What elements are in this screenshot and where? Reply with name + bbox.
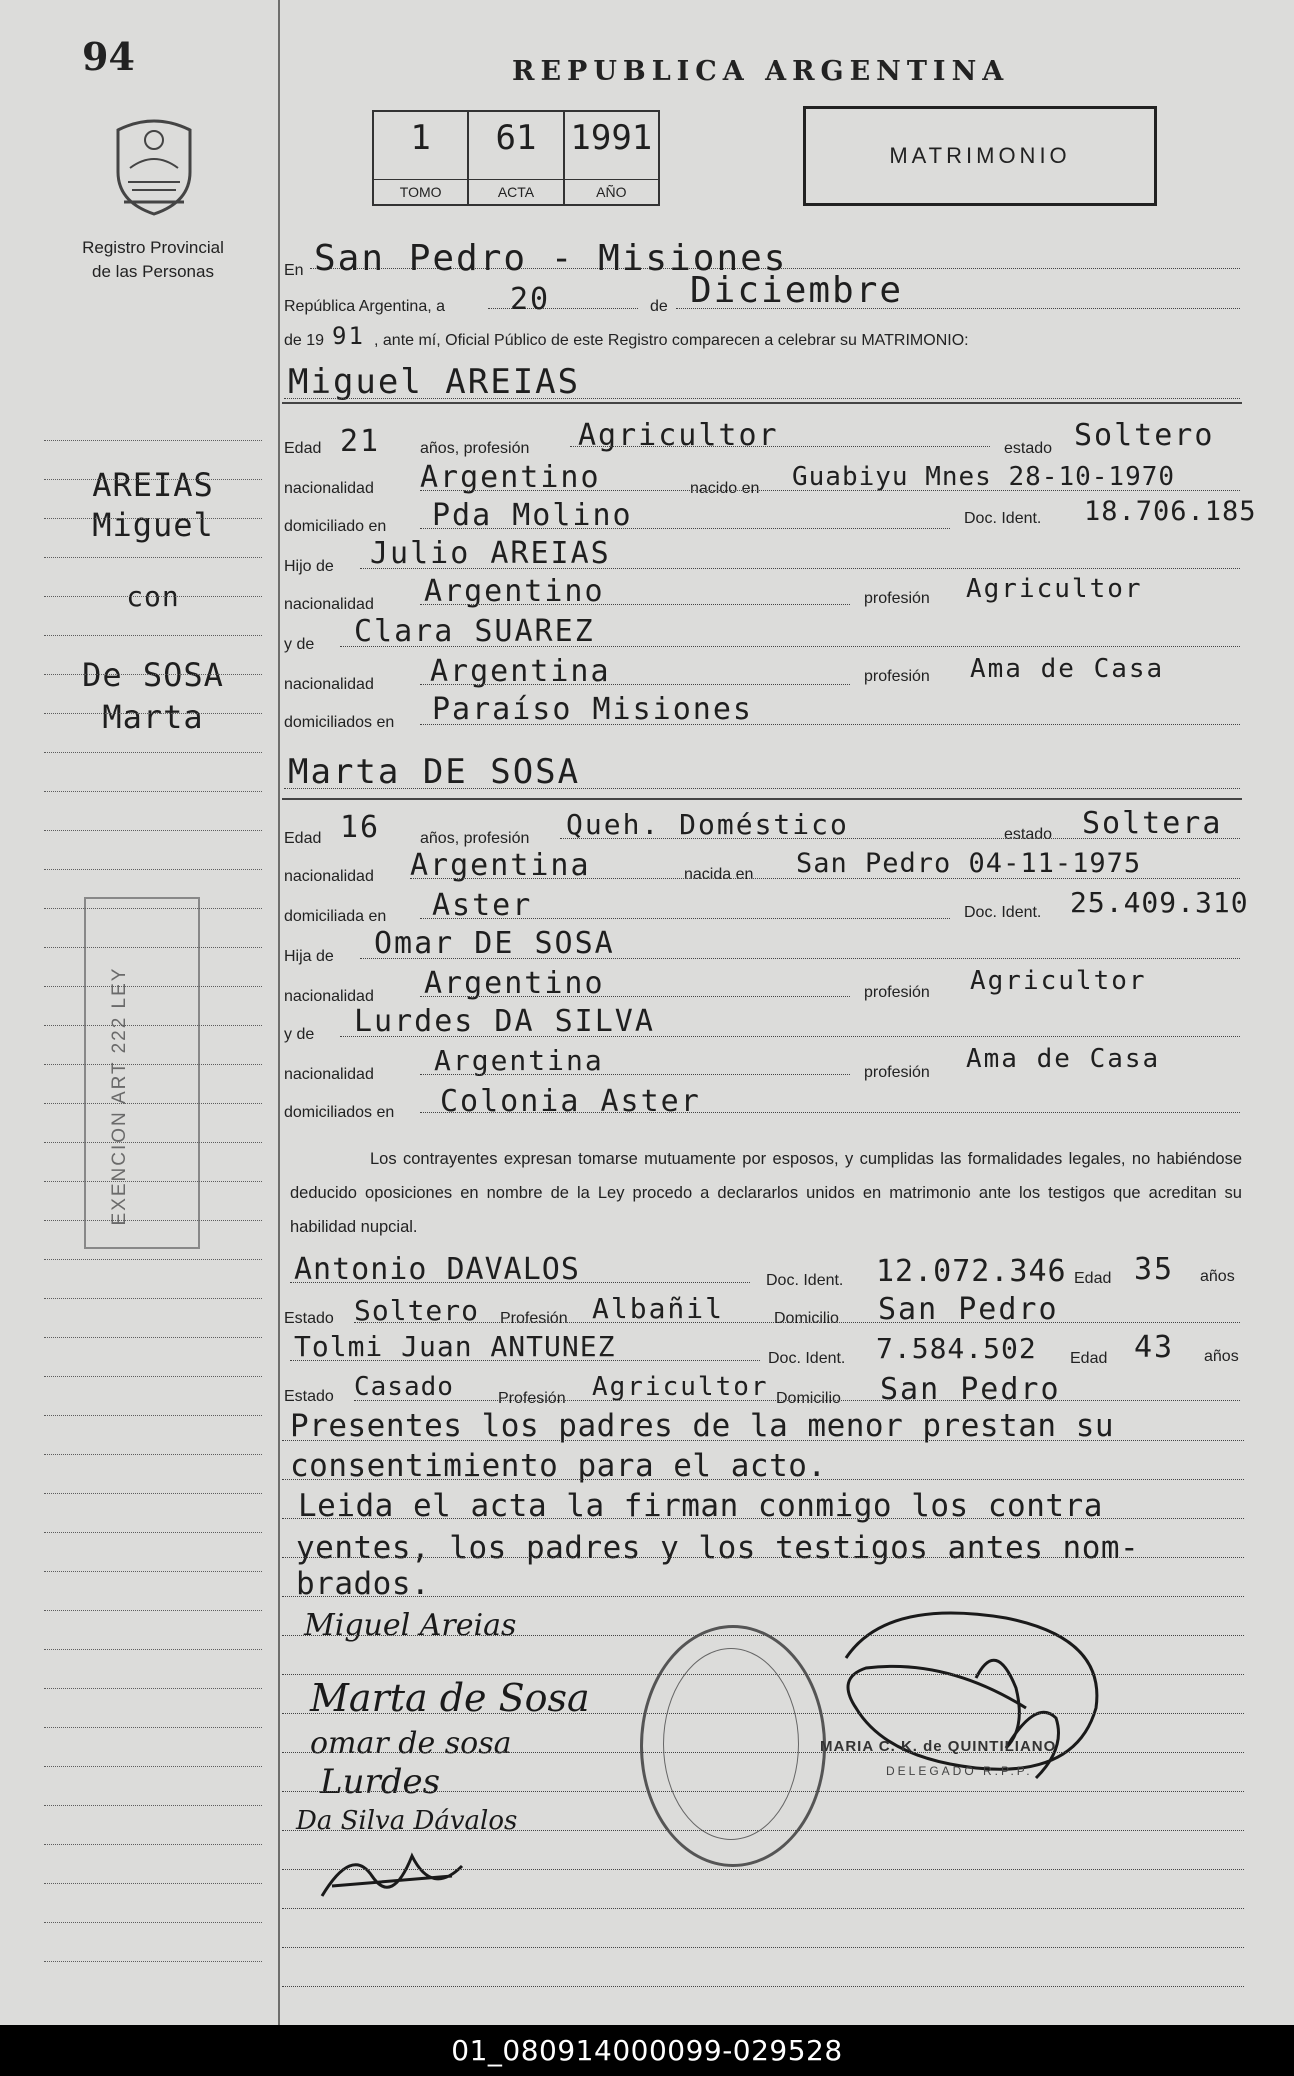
label-republica: República Argentina, a — [284, 298, 445, 315]
declaration-text: Los contrayentes expresan tomarse mutuamente por esposos, y cumplidas las formalidades legales, no habiéndose deducido oposiciones en nombre de la Ley procedo a declararlos unidos en matrimonio ante los testigos que acreditan su habilidad nupcial. — [290, 1150, 1242, 1236]
margin-ruled-line — [44, 1727, 262, 1728]
margin-ruled-line — [44, 1181, 262, 1182]
signature-witness: Da Silva Dávalos — [296, 1806, 518, 1836]
margin-ruled-line — [44, 1571, 262, 1572]
label-w2-doc: Doc. Ident. — [768, 1350, 846, 1367]
anio-label: AÑO — [565, 179, 658, 204]
label-profesion-b: profesión — [864, 984, 930, 1001]
groom-father: Julio AREIAS — [370, 536, 611, 571]
line-bride-parents-dom — [420, 1112, 1240, 1113]
margin-ruled-line — [44, 557, 262, 558]
label-de: de — [650, 298, 668, 315]
line-bride-name — [284, 788, 1240, 789]
notes-ruled-line — [282, 1986, 1244, 1987]
groom-mother-nationality: Argentina — [430, 654, 611, 689]
groom-residence: Pda Molino — [432, 498, 633, 533]
exemption-stamp-text: EXENCION ART 222 LEY — [109, 966, 130, 1226]
label-nacionalidad-b2: nacionalidad — [284, 988, 374, 1005]
margin-ruled-line — [44, 1610, 262, 1611]
label-nacionalidad-3: nacionalidad — [284, 676, 374, 693]
registry-label — [40, 236, 266, 284]
place-value: San Pedro - Misiones — [314, 238, 788, 279]
signature-bride: Marta de Sosa — [310, 1676, 590, 1720]
label-comparecen: , ante mí, Oficial Público de este Registro comparecen a celebrar su MATRIMONIO: — [374, 332, 969, 349]
groom-name: Miguel AREIAS — [288, 362, 581, 402]
notes-ruled-line — [282, 1830, 1244, 1831]
label-w1-estado: Estado — [284, 1310, 334, 1327]
margin-ruled-line — [44, 1220, 262, 1221]
label-domiciliados-b: domiciliados en — [284, 1104, 395, 1121]
line-groom-name — [284, 398, 1240, 399]
margin-ruled-line — [44, 635, 262, 636]
groom-father-profession: Agricultor — [966, 574, 1143, 604]
witness1-residence: San Pedro — [878, 1292, 1059, 1327]
line-bride-nac — [410, 878, 1240, 879]
margin-ruled-line — [44, 908, 262, 909]
acta-value: 61 — [495, 118, 537, 158]
label-domiciliada: domiciliada en — [284, 908, 387, 925]
label-estado-b: estado — [1004, 826, 1053, 843]
margin-ruled-line — [44, 1922, 262, 1923]
margin-ruled-line — [44, 1025, 262, 1026]
line-groom-mother-nac — [420, 684, 850, 685]
bride-profession: Queh. Doméstico — [566, 808, 849, 841]
margin-ruled-line — [44, 518, 262, 519]
groom-mother: Clara SUAREZ — [354, 614, 595, 649]
label-doc: Doc. Ident. — [964, 510, 1042, 527]
notes-ruled-line — [282, 1947, 1244, 1948]
margin-ruled-line — [44, 1961, 262, 1962]
label-y-de-b: y de — [284, 1026, 315, 1043]
footer-id-bar: 01_080914000099-029528 — [0, 2025, 1294, 2076]
groom-father-nationality: Argentino — [424, 574, 605, 609]
signature-bride-mother: Lurdes — [320, 1762, 441, 1802]
margin-ruled-line — [44, 947, 262, 948]
witness1-name: Antonio DAVALOS — [294, 1252, 580, 1287]
label-nacionalidad: nacionalidad — [284, 480, 374, 497]
margin-surname-1: AREIAS — [92, 466, 214, 504]
notes-ruled-line — [282, 1791, 1244, 1792]
groom-mother-profession: Ama de Casa — [970, 654, 1165, 684]
margin-ruled-line — [44, 1844, 262, 1845]
label-de19: de 19 — [284, 332, 325, 349]
notes-ruled-line — [282, 1713, 1244, 1714]
month-value: Diciembre — [690, 270, 904, 311]
notes-ruled-line — [282, 1596, 1244, 1597]
day-value: 20 — [510, 282, 551, 317]
margin-ruled-line — [44, 1298, 262, 1299]
tomo-label: TOMO — [374, 179, 467, 204]
line-groom-nac — [420, 490, 1240, 491]
registry-line-2: de las Personas — [92, 262, 214, 281]
line-groom-prof — [570, 446, 990, 447]
document-type-box: MATRIMONIO — [803, 106, 1157, 206]
margin-ruled-line — [44, 713, 262, 714]
provincial-seal-icon — [108, 110, 200, 218]
groom-document: 18.706.185 — [1084, 496, 1257, 527]
country-title: REPUBLICA ARGENTINA — [512, 56, 1010, 87]
groom-age: 21 — [340, 424, 381, 459]
note-line-4: yentes, los padres y los testigos antes nom- — [296, 1530, 1140, 1566]
line-bride-prof — [560, 838, 1240, 839]
label-y-de: y de — [284, 636, 315, 653]
margin-ruled-line — [44, 1688, 262, 1689]
groom-parents-residence: Paraíso Misiones — [432, 692, 753, 727]
label-profesion-2: profesión — [864, 668, 930, 685]
acta-label: ACTA — [469, 179, 562, 204]
label-anos-profesion: años, profesión — [420, 440, 530, 457]
margin-con: con — [126, 580, 180, 613]
label-w1-doc: Doc. Ident. — [766, 1272, 844, 1289]
signature-scribble-icon — [312, 1836, 472, 1906]
margin-ruled-line — [44, 1649, 262, 1650]
label-w2-domicilio: Domicilio — [776, 1390, 841, 1407]
line-groom-father — [360, 568, 1240, 569]
label-nacionalidad-b: nacionalidad — [284, 868, 374, 885]
label-w1-edad: Edad — [1074, 1270, 1112, 1287]
line-groom-father-nac — [420, 604, 850, 605]
label-hijo-de: Hijo de — [284, 558, 334, 575]
witness2-name: Tolmi Juan ANTUNEZ — [294, 1330, 616, 1363]
witness2-profession: Agricultor — [592, 1372, 769, 1402]
margin-ruled-line — [44, 1376, 262, 1377]
line-groom-dom — [420, 528, 950, 529]
label-hija-de: Hija de — [284, 948, 334, 965]
margin-name-2: Marta — [102, 698, 204, 736]
margin-ruled-line — [44, 869, 262, 870]
margin-ruled-line — [44, 596, 262, 597]
line-bride-mother-nac — [420, 1074, 850, 1075]
bride-name: Marta DE SOSA — [288, 752, 581, 792]
notes-ruled-line — [282, 1752, 1244, 1753]
label-w2-profesion: Profesión — [498, 1390, 566, 1407]
margin-ruled-line — [44, 1259, 262, 1260]
margin-ruled-line — [44, 674, 262, 675]
label-edad: Edad — [284, 440, 322, 457]
notes-ruled-line — [282, 1674, 1244, 1675]
groom-profession: Agricultor — [578, 418, 779, 453]
note-line-5: brados. — [296, 1566, 431, 1602]
anio-cell — [565, 112, 658, 204]
tomo-cell — [374, 112, 469, 204]
bride-nationality: Argentina — [410, 848, 591, 883]
page-number: 94 — [82, 34, 135, 79]
bride-parents-residence: Colonia Aster — [440, 1084, 701, 1119]
margin-ruled-line — [44, 1103, 262, 1104]
label-w1-domicilio: Domicilio — [774, 1310, 839, 1327]
line-bride-dom — [420, 918, 950, 919]
section-separator-1 — [282, 402, 1242, 404]
margin-ruled-line — [44, 1493, 262, 1494]
note-line-2: consentimiento para el acto. — [290, 1448, 827, 1484]
margin-ruled-line — [44, 1532, 262, 1533]
witness2-age: 43 — [1134, 1330, 1175, 1365]
line-groom-mother — [340, 646, 1240, 647]
record-number-box — [372, 110, 660, 206]
label-nacionalidad-2: nacionalidad — [284, 596, 374, 613]
line-bride-mother — [340, 1036, 1240, 1037]
bride-father-nationality: Argentino — [424, 966, 605, 1001]
line-w1-data — [354, 1322, 1240, 1323]
official-title: DELEGADO R.P.P. — [886, 1764, 1033, 1778]
margin-ruled-line — [44, 1415, 262, 1416]
witness1-profession: Albañil — [592, 1292, 725, 1325]
witness1-age: 35 — [1134, 1252, 1175, 1287]
margin-ruled-line — [44, 791, 262, 792]
label-nacionalidad-b3: nacionalidad — [284, 1066, 374, 1083]
bride-mother: Lurdes DA SILVA — [354, 1004, 655, 1039]
official-name: MARIA C. K. de QUINTILIANO — [820, 1738, 1057, 1755]
witness1-document: 12.072.346 — [876, 1254, 1067, 1289]
bride-father-profession: Agricultor — [970, 966, 1147, 996]
margin-ruled-line — [44, 1142, 262, 1143]
label-nacida-en: nacida en — [684, 866, 754, 883]
label-w2-estado: Estado — [284, 1388, 334, 1405]
bride-age: 16 — [340, 810, 381, 845]
bride-father: Omar DE SOSA — [374, 926, 615, 961]
margin-ruled-line — [44, 440, 262, 441]
registry-line-1: Registro Provincial — [82, 238, 224, 257]
label-edad-b: Edad — [284, 830, 322, 847]
line-bride-father-nac — [420, 996, 850, 997]
margin-ruled-line — [44, 986, 262, 987]
line-w2-data — [354, 1400, 1240, 1401]
signature-bride-father: omar de sosa — [310, 1726, 512, 1761]
label-estado: estado — [1004, 440, 1053, 457]
margin-ruled-line — [44, 1766, 262, 1767]
anio-value: 1991 — [570, 118, 653, 158]
label-anos-profesion-b: años, profesión — [420, 830, 530, 847]
label-profesion-b2: profesión — [864, 1064, 930, 1081]
notes-ruled-line — [282, 1557, 1244, 1558]
witness2-marital-status: Casado — [354, 1372, 454, 1402]
margin-ruled-line — [44, 1337, 262, 1338]
label-w1-profesion: Profesión — [500, 1310, 568, 1327]
margin-name-1: Miguel — [92, 506, 214, 544]
bride-residence: Aster — [432, 888, 533, 923]
groom-marital-status: Soltero — [1074, 418, 1215, 453]
notes-ruled-line — [282, 1440, 1244, 1441]
witness1-marital-status: Soltero — [354, 1294, 480, 1327]
line-bride-father — [360, 958, 1240, 959]
margin-ruled-line — [44, 1883, 262, 1884]
line-groom-parents-dom — [420, 724, 1240, 725]
bride-mother-profession: Ama de Casa — [966, 1044, 1161, 1074]
bride-birthplace: San Pedro 04-11-1975 — [796, 848, 1142, 879]
year-suffix-value: 91 — [332, 322, 365, 350]
bride-marital-status: Soltera — [1082, 806, 1223, 841]
witness2-document: 7.584.502 — [876, 1332, 1037, 1365]
signature-groom: Miguel Areias — [304, 1608, 517, 1643]
declaration-paragraph — [290, 1142, 1242, 1244]
margin-ruled-line — [44, 1454, 262, 1455]
notes-ruled-line — [282, 1635, 1244, 1636]
note-line-1: Presentes los padres de la menor prestan su — [290, 1408, 1115, 1444]
label-doc-b: Doc. Ident. — [964, 904, 1042, 921]
line-w1-name — [290, 1282, 750, 1283]
label-profesion: profesión — [864, 590, 930, 607]
bride-document: 25.409.310 — [1070, 886, 1249, 919]
tomo-value: 1 — [410, 118, 431, 158]
margin-ruled-line — [44, 479, 262, 480]
margin-ruled-line — [44, 752, 262, 753]
margin-surname-2: De SOSA — [82, 656, 224, 694]
bride-mother-nationality: Argentina — [434, 1044, 604, 1077]
margin-ruled-line — [44, 1805, 262, 1806]
notes-ruled-line — [282, 1869, 1244, 1870]
margin-ruled-line — [44, 1064, 262, 1065]
notes-ruled-line — [282, 1518, 1244, 1519]
exemption-stamp — [84, 897, 200, 1249]
acta-cell — [469, 112, 564, 204]
notes-ruled-line — [282, 1479, 1244, 1480]
section-separator-2 — [282, 798, 1242, 800]
label-domiciliados: domiciliados en — [284, 714, 395, 731]
witness2-residence: San Pedro — [880, 1372, 1061, 1407]
notes-ruled-line — [282, 1908, 1244, 1909]
label-domiciliado: domiciliado en — [284, 518, 387, 535]
label-nacido-en: nacido en — [690, 480, 760, 497]
label-w1-anos: años — [1200, 1268, 1235, 1285]
margin-ruled-line — [44, 830, 262, 831]
note-line-3: Leida el acta la firman conmigo los contra — [298, 1488, 1103, 1524]
groom-birthplace: Guabiyu Mnes 28-10-1970 — [792, 462, 1176, 492]
official-signature-icon — [826, 1598, 1126, 1818]
label-en: En — [284, 262, 304, 279]
groom-nationality: Argentino — [420, 460, 601, 495]
line-w2-name — [290, 1360, 760, 1361]
label-w2-anos: años — [1204, 1348, 1239, 1365]
label-w2-edad: Edad — [1070, 1350, 1108, 1367]
